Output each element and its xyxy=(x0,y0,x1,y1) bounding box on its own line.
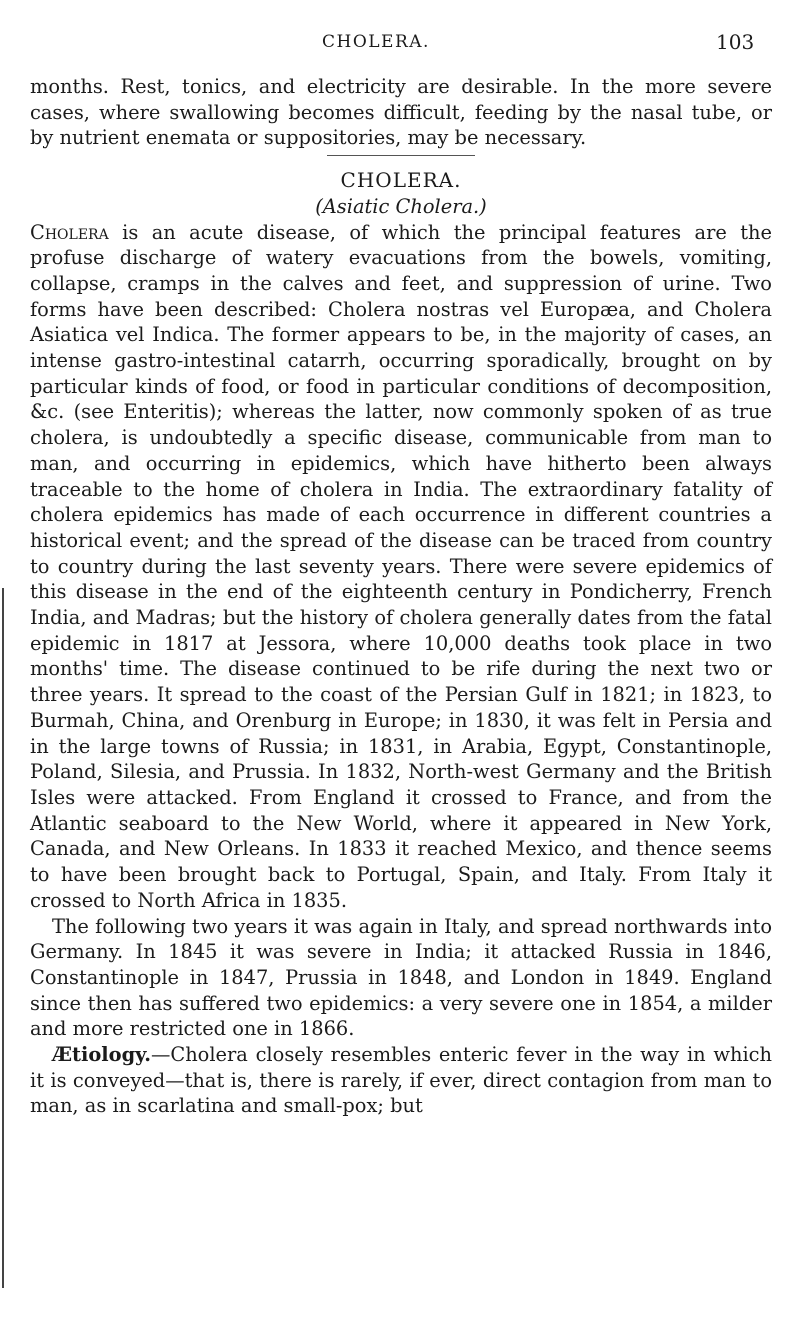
paragraph-aetiology xyxy=(30,1042,772,1119)
paragraph-definition xyxy=(30,220,772,914)
margin-mark xyxy=(2,588,4,1288)
page-number: 103 xyxy=(716,30,755,54)
intro-paragraph: months. Rest, tonics, and electricity are desirable. In the more severe cases, where swallowing becomes difficult, feeding by the nasal tube, or by nutrient enemata or suppositories, may be necessary. xyxy=(30,75,772,150)
lead-term-cholera: Cholera xyxy=(30,220,109,244)
body-text xyxy=(30,74,772,1119)
section-heading: CHOLERA. xyxy=(340,168,462,193)
paragraph-aetiology-text: —Cholera closely resembles enteric fever in the way in which it is conveyed—that is, there is rarely, if ever, direct contagion from man to man, as in scarlatina and small-pox; but xyxy=(30,1043,772,1118)
running-head xyxy=(0,30,801,56)
aetiology-heading: Ætiology. xyxy=(52,1043,151,1067)
section-subheading: (Asiatic Cholera.) xyxy=(315,194,487,218)
section-divider xyxy=(327,155,475,156)
paragraph-history: The following two years it was again in Italy, and spread northwards into Germany. In 1845 it was severe in India; it attacked Russia in 1846, Constantinople in 1847, Prussia in 1848, and London in 1849. England since then has suffered two epidemics: a very severe one in 1854, a milder and more restricted one in 1866. xyxy=(30,914,772,1041)
paragraph-definition-text: is an acute disease, of which the principal features are the profuse discharge of watery evacuations from the bowels, vomiting, collapse, cramps in the calves and feet, and suppression of urine. Two forms have been described: Cholera nostras vel Europæa, and Cholera Asiatica vel Indica. The former appears to be, in the majority of cases, an intense gastro-intestinal catarrh, occurring sporadically, brought on by particular kinds of food, or food in particular conditions of decomposition, &c. (see Enteritis); whereas the latter, now commonly spoken of as true cholera, is undoubtedly a specific disease, communicable from man to man, and occurring in epidemics, which have hitherto been always traceable to the home of cholera in India. The extraordinary fatality of cholera epidemics has made of each occurrence in different countries a historical event; and the spread of the disease can be traced from country to country during the last seventy years. There were severe epidemics of this disease in the end of the eighteenth century in Pondicherry, French India, and Madras; but the history of cholera generally dates from the fatal epidemic in 1817 at Jessora, where 10,000 deaths took place in two months' time. The disease continued to be rife during the next two or three years. It spread to the coast of the Persian Gulf in 1821; in 1823, to Burmah, China, and Orenburg in Europe; in 1830, it was felt in Persia and in the large towns of Russia; in 1831, in Arabia, Egypt, Constantinople, Poland, Silesia, and Prussia. In 1832, North-west Germany and the British Isles were attacked. From England it crossed to France, and from the Atlantic seaboard to the New World, where it appeared in New York, Canada, and New Orleans. In 1833 it reached Mexico, and thence seems to have been brought back to Portugal, Spain, and Italy. From Italy it crossed to North Africa in 1835. xyxy=(30,220,772,912)
running-head-title: CHOLERA. xyxy=(322,32,430,52)
